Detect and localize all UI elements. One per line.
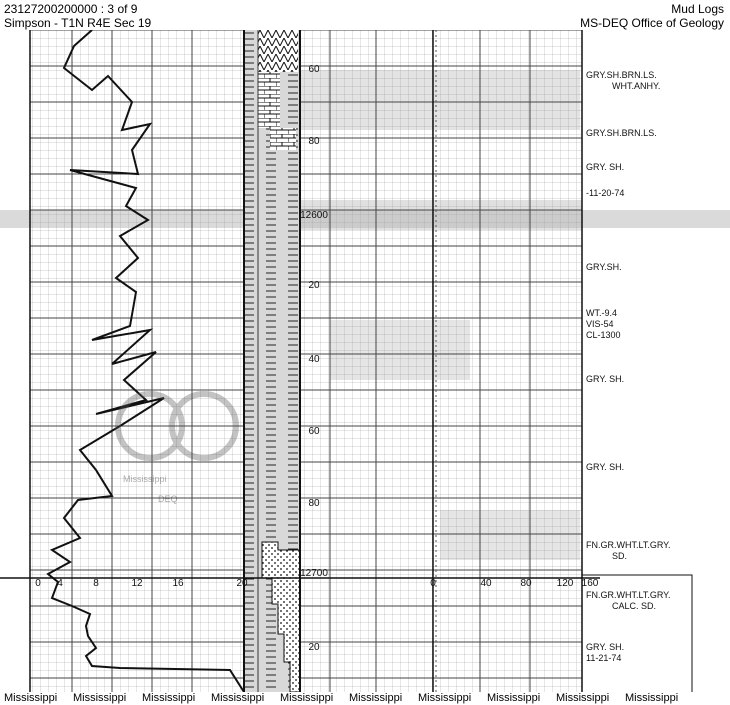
lithology-note-line: GRY. SH.: [586, 642, 625, 652]
document-type: Mud Logs: [671, 2, 724, 16]
depth-label: 60: [308, 426, 320, 437]
limestone-section: [258, 72, 280, 128]
watermark-footer-word: Mississippi: [280, 692, 334, 704]
lithology-note-line: -11-20-74: [586, 188, 625, 198]
depth-label: 12600: [300, 210, 328, 221]
gas-tick-label: 40: [480, 578, 492, 589]
watermark-footer-word: Mississippi: [418, 692, 472, 704]
watermark-footer-word: Mississippi: [487, 692, 541, 704]
well-location: Simpson - T1N R4E Sec 19: [4, 16, 152, 30]
lithology-note-line: FN.GR.WHT.LT.GRY.: [586, 590, 671, 600]
drill-rate-tick-label: 0: [35, 578, 41, 589]
lithology-notes: [586, 70, 671, 663]
lithology-note-line: GRY. SH.: [586, 374, 625, 384]
watermark-footer-word: Mississippi: [211, 692, 265, 704]
lithology-note-line: GRY.SH.BRN.LS.: [586, 128, 657, 138]
lithology-note-line: GRY.SH.: [586, 262, 622, 272]
watermark-footer-word: Mississippi: [625, 692, 679, 704]
watermark-footer: [0, 692, 730, 705]
depth-label: 80: [308, 498, 320, 509]
well-id-page: 23127200200000 : 3 of 9: [4, 2, 138, 16]
drill-rate-tick-label: 8: [93, 578, 99, 589]
lithology-note-line: SD.: [612, 551, 628, 561]
mud-log-scan: [0, 30, 730, 692]
lithology-note-line: VIS-54: [586, 319, 614, 329]
lithology-note-line: CL-1300: [586, 330, 621, 340]
watermark-footer-word: Mississippi: [556, 692, 610, 704]
watermark-footer-word: Mississippi: [4, 692, 58, 704]
depth-label: 20: [308, 642, 320, 653]
watermark-footer-word: Mississippi: [349, 692, 403, 704]
agency-name: MS-DEQ Office of Geology: [580, 16, 724, 30]
lithology-note-line: GRY. SH.: [586, 162, 625, 172]
lithology-note-line: 11-21-74: [586, 653, 622, 663]
lithology-note-line: WHT.ANHY.: [612, 81, 661, 91]
gas-grid: [300, 30, 582, 692]
depth-label: 80: [308, 136, 320, 147]
drill-rate-tick-label: 20: [236, 578, 248, 589]
watermark-logo-subtext: DEQ: [158, 494, 178, 504]
limestone-section-lower: [270, 128, 296, 150]
gas-tick-label: 0: [430, 578, 436, 589]
drill-rate-tick-label: 12: [131, 578, 143, 589]
lithology-note-line: GRY.SH.BRN.LS.: [586, 70, 657, 80]
drill-rate-tick-label: 4: [57, 578, 63, 589]
gas-tick-label: 160: [581, 578, 599, 589]
drill-rate-grid: [30, 30, 244, 692]
watermark-logo-text: Mississippi: [123, 474, 167, 484]
lithology-note-line: WT.-9.4: [586, 308, 618, 318]
lithology-note-line: CALC. SD.: [612, 601, 657, 611]
gas-tick-label: 120: [556, 578, 574, 589]
depth-label: 20: [308, 280, 320, 291]
depth-label: 12700: [300, 568, 328, 579]
depth-label: 60: [308, 64, 320, 75]
depth-label: 40: [308, 354, 320, 365]
watermark-footer-word: Mississippi: [73, 692, 127, 704]
anhydrite-section: [258, 30, 298, 72]
gas-tick-label: 80: [520, 578, 532, 589]
lithology-note-line: FN.GR.WHT.LT.GRY.: [586, 540, 671, 550]
lithology-note-line: GRY. SH.: [586, 462, 625, 472]
drill-rate-tick-label: 16: [172, 578, 184, 589]
watermark-footer-word: Mississippi: [142, 692, 196, 704]
